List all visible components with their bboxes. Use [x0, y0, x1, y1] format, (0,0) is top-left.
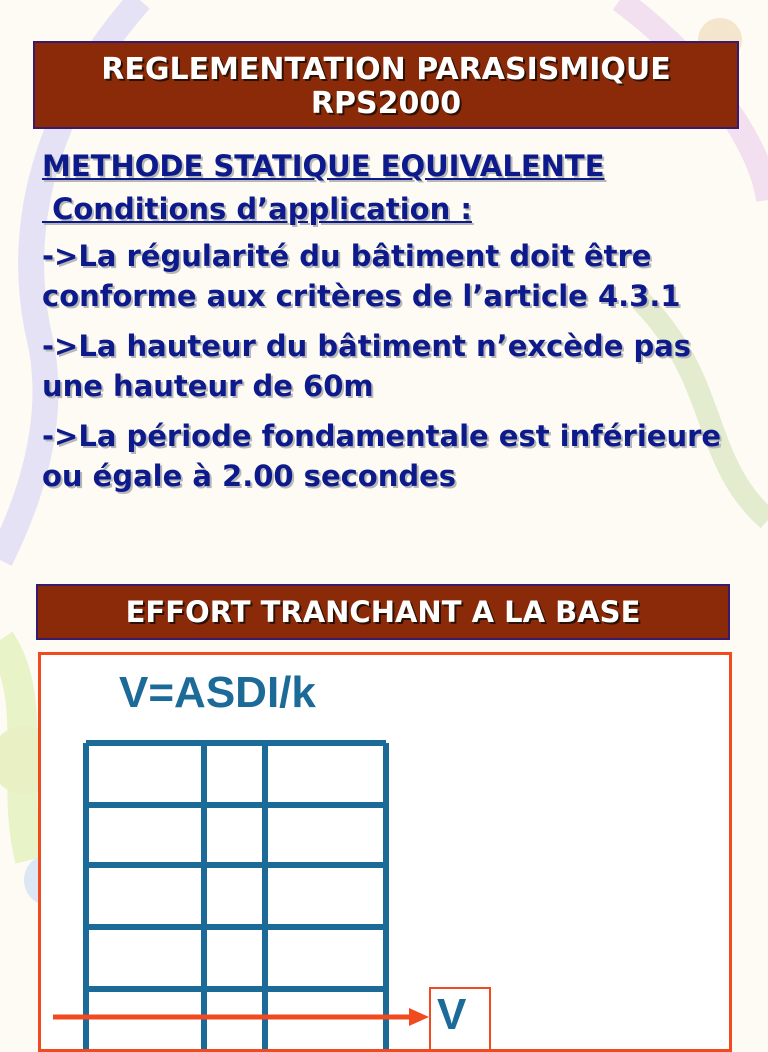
base-shear-arrow: [53, 1008, 429, 1026]
force-label-box: [429, 987, 491, 1052]
content-text: [42, 146, 762, 496]
section-banner: EFFORT TRANCHANT A LA BASE: [36, 584, 730, 640]
formula-text: V=ASDI/k: [119, 668, 316, 717]
condition-item: ->La période fondamentale est inférieure ou égale à 2.00 secondes: [42, 419, 722, 493]
title-line-1: REGLEMENTATION PARASISMIQUE: [101, 52, 671, 87]
title-banner: [33, 41, 739, 129]
conditions-subheading: Conditions d’application :: [42, 192, 472, 226]
diagram-frame: [38, 652, 732, 1052]
title-line-2: RPS2000: [310, 86, 462, 121]
condition-item: ->La régularité du bâtiment doit être conforme aux critères de l’article 4.3.1: [42, 239, 681, 313]
condition-item: ->La hauteur du bâtiment n’excède pas une hauteur de 60m: [42, 329, 692, 403]
building-frame-diagram: [41, 655, 732, 1052]
method-heading: METHODE STATIQUE EQUIVALENTE: [42, 149, 605, 183]
force-label: V: [437, 990, 467, 1039]
building-frame: [86, 743, 386, 1052]
